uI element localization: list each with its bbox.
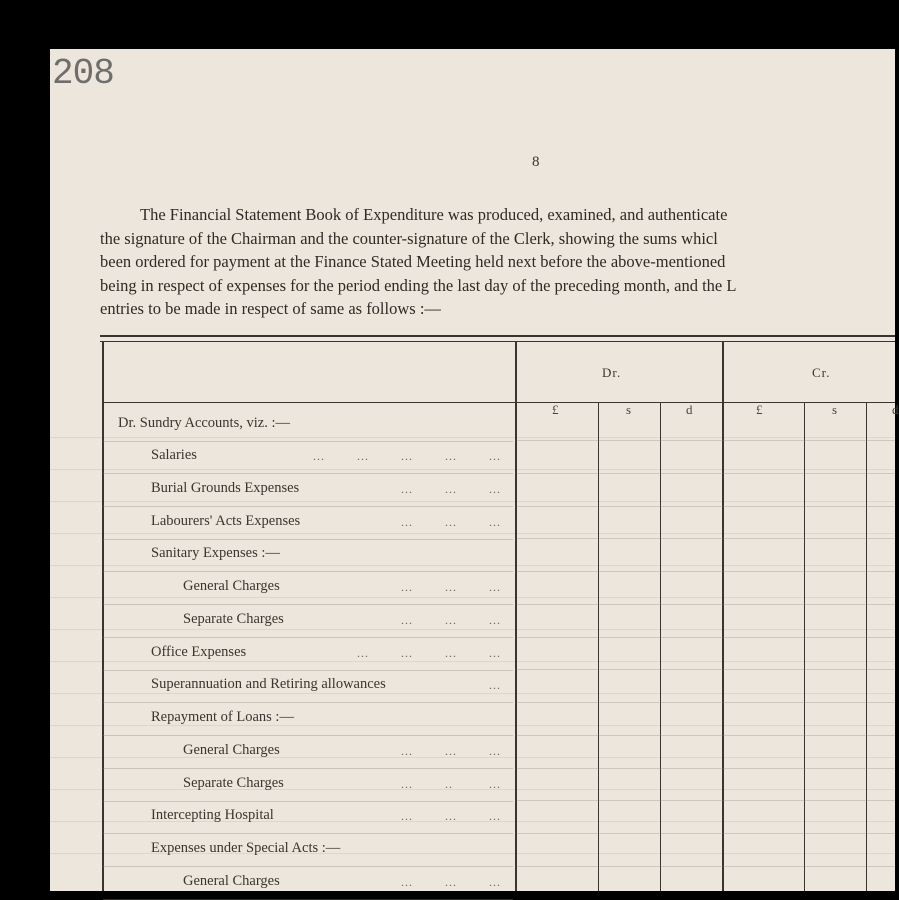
row-label: General Charges bbox=[183, 873, 280, 889]
table-row bbox=[103, 474, 513, 507]
row-label: Expenses under Special Acts :— bbox=[151, 840, 341, 856]
paragraph-line: entries to be made in respect of same as follows :— bbox=[100, 299, 441, 318]
row-label: General Charges bbox=[183, 578, 280, 594]
row-label: Salaries bbox=[151, 447, 197, 463]
document-page bbox=[50, 49, 899, 891]
paragraph-line: The Financial Statement Book of Expenditure was produced, examined, and authenticate bbox=[140, 205, 728, 224]
cr-shillings-header: s bbox=[832, 402, 838, 417]
table-row bbox=[103, 605, 513, 638]
table-row bbox=[103, 409, 513, 442]
table-row bbox=[103, 572, 513, 605]
dr-shillings-pence-divider bbox=[660, 403, 661, 891]
table-row bbox=[103, 736, 513, 769]
dot-leader: ... ... ... ... ... bbox=[313, 449, 501, 463]
dot-leader: ... ... ... bbox=[401, 482, 501, 496]
row-label: Intercepting Hospital bbox=[151, 807, 274, 823]
row-label: Separate Charges bbox=[183, 775, 284, 791]
credit-column-header: Cr. bbox=[812, 365, 831, 380]
dot-leader: ... bbox=[489, 678, 501, 692]
cr-pence-header: d bbox=[892, 402, 899, 417]
dr-pounds-shillings-divider bbox=[598, 403, 599, 891]
dr-pounds-header: £ bbox=[552, 402, 559, 417]
amount-row-rule bbox=[516, 702, 895, 703]
row-label: Repayment of Loans :— bbox=[151, 709, 294, 725]
dot-leader: ... ... ... bbox=[401, 875, 501, 889]
table-row bbox=[103, 867, 513, 900]
intro-paragraph bbox=[100, 203, 895, 321]
dr-pence-header: d bbox=[686, 402, 693, 417]
amount-row-rule bbox=[516, 768, 895, 769]
row-label: Burial Grounds Expenses bbox=[151, 480, 300, 496]
amount-row-rule bbox=[516, 637, 895, 638]
amount-row-rule bbox=[516, 604, 895, 605]
amount-row-rule bbox=[516, 538, 895, 539]
header-bottom-rule bbox=[102, 402, 895, 403]
cr-shillings-pence-divider bbox=[866, 403, 867, 891]
table-row bbox=[103, 539, 513, 572]
amount-row-rule bbox=[516, 473, 895, 474]
row-label: Separate Charges bbox=[183, 611, 284, 627]
dr-cr-divider bbox=[722, 342, 724, 891]
table-row bbox=[103, 670, 513, 703]
debit-column-header: Dr. bbox=[602, 365, 622, 380]
paragraph-line: been ordered for payment at the Finance Stated Meeting held next before the above-mentioned bbox=[100, 252, 726, 271]
dot-leader: ... ... ... bbox=[401, 580, 501, 594]
row-label: Office Expenses bbox=[151, 644, 247, 660]
dot-leader: ... ... ... bbox=[401, 613, 501, 627]
amount-row-rule bbox=[516, 866, 895, 867]
table-row bbox=[103, 638, 513, 671]
table-row bbox=[103, 769, 513, 802]
row-label: General Charges bbox=[183, 742, 280, 758]
amount-row-rule bbox=[516, 735, 895, 736]
dot-leader: ... .. ... bbox=[401, 777, 501, 791]
amount-row-rule bbox=[516, 506, 895, 507]
dot-leader: ... ... ... bbox=[401, 515, 501, 529]
dr-shillings-header: s bbox=[626, 402, 632, 417]
cr-pounds-header: £ bbox=[756, 402, 763, 417]
row-label: Sanitary Expenses :— bbox=[151, 545, 280, 561]
table-top-rule bbox=[100, 335, 895, 337]
dot-leader: ... ... ... ... bbox=[357, 646, 501, 660]
table-row bbox=[103, 441, 513, 474]
dot-leader: ... ... ... bbox=[401, 809, 501, 823]
amount-row-rule bbox=[516, 669, 895, 670]
paragraph-line: being in respect of expenses for the period ending the last day of the preceding month, and the L bbox=[100, 275, 737, 295]
table-row bbox=[103, 834, 513, 867]
label-column-divider bbox=[515, 342, 517, 891]
table-row bbox=[103, 703, 513, 736]
row-label: Superannuation and Retiring allowances bbox=[151, 676, 386, 692]
amount-row-rule bbox=[516, 440, 895, 441]
table-row bbox=[103, 801, 513, 834]
amount-row-rule bbox=[516, 800, 895, 801]
amount-row-rule bbox=[516, 571, 895, 572]
table-row bbox=[103, 507, 513, 540]
paragraph-line: the signature of the Chairman and the counter-signature of the Clerk, showing the sums whicl bbox=[100, 228, 718, 248]
page-number: 8 bbox=[532, 154, 540, 170]
row-label: Labourers' Acts Expenses bbox=[151, 513, 301, 529]
dot-leader: ... ... ... bbox=[401, 744, 501, 758]
cr-pounds-shillings-divider bbox=[804, 403, 805, 891]
table-inner-top-rule bbox=[100, 341, 895, 342]
page-stamp-number: 208 bbox=[52, 53, 114, 94]
row-label: Dr. Sundry Accounts, viz. :— bbox=[118, 415, 290, 431]
amount-row-rule bbox=[516, 833, 895, 834]
